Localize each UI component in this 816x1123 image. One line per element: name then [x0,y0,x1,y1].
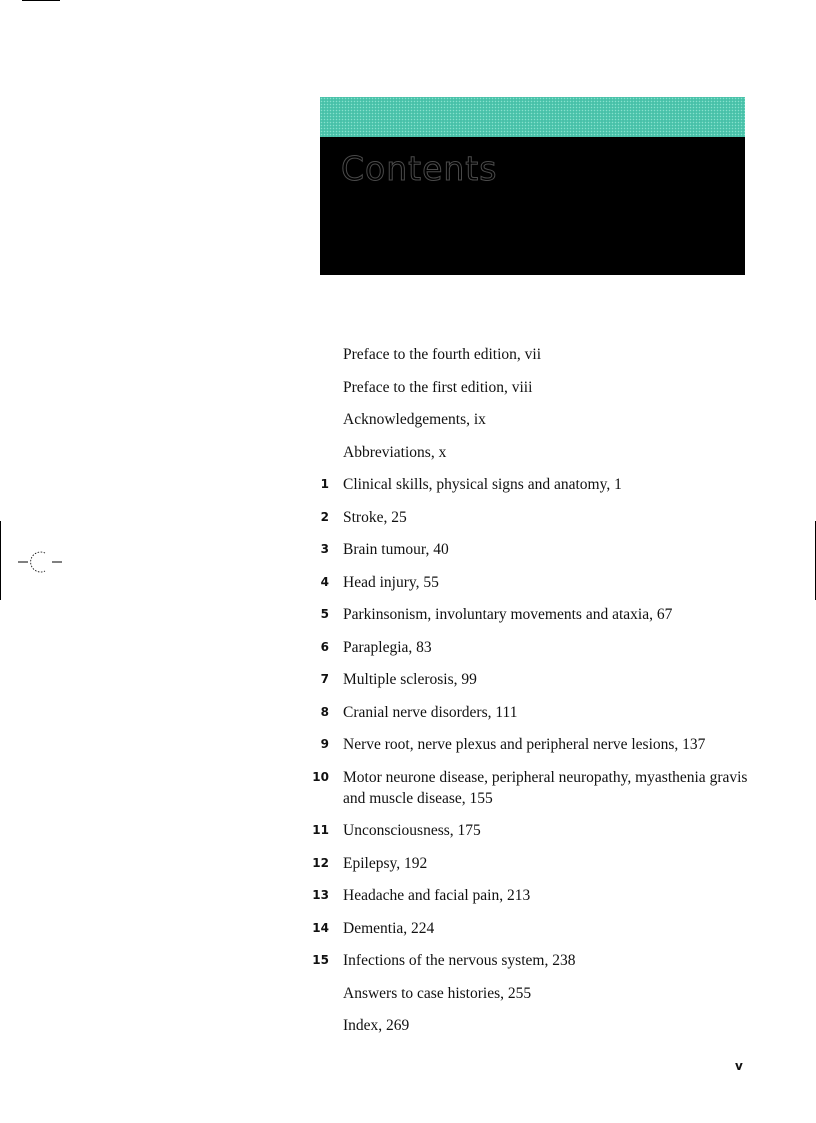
chapter-number: 12 [312,855,329,870]
toc-entry[interactable] [300,474,750,495]
page-number: v [735,1059,743,1073]
toc-entry-text: Clinical skills, physical signs and anatomy, 1 [343,476,622,493]
chapter-number: 1 [320,477,329,491]
chapter-number: 7 [320,672,329,686]
toc-entry[interactable] [300,637,750,658]
toc-entry[interactable] [300,950,750,971]
toc-entry[interactable] [300,442,750,463]
toc-entry[interactable] [300,669,750,690]
chapter-number: 10 [312,769,329,784]
crop-mark-top [22,0,60,1]
toc-entry[interactable] [300,539,750,560]
chapter-number: 3 [320,542,329,556]
toc-entry-text: Epilepsy, 192 [343,854,428,872]
toc-entry-text: Headache and facial pain, 213 [343,887,531,904]
chapter-number: 2 [320,509,329,524]
toc-entry[interactable] [300,377,750,398]
banner-accent-strip [320,97,745,137]
toc-entry-text: Infections of the nervous system, 238 [343,952,576,969]
toc-entry-text: Multiple sclerosis, 99 [343,671,477,688]
toc-entry[interactable] [300,734,750,755]
toc-entry-text: Preface to the first edition, viii [343,378,533,396]
toc-entry[interactable] [300,767,750,809]
toc-entry-text: Parkinsonism, involuntary movements and ataxia, 67 [343,606,673,623]
toc-entry-text: Paraplegia, 83 [343,638,432,656]
toc-entry-text: Acknowledgements, ix [343,411,486,428]
toc-entry[interactable] [300,507,750,528]
toc-entry-text: Index, 269 [343,1017,410,1034]
chapter-number: 15 [312,953,329,967]
toc-entry[interactable] [300,918,750,939]
toc-entry[interactable] [300,409,750,430]
chapter-number: 6 [320,639,329,654]
toc-entry[interactable] [300,820,750,841]
chapter-number: 9 [320,737,329,751]
toc-entry-text: Answers to case histories, 255 [343,984,532,1002]
chapter-number: 4 [320,574,329,589]
toc-entry[interactable] [300,853,750,874]
toc-entry-text: Dementia, 224 [343,919,435,937]
toc-entry-text: Nerve root, nerve plexus and peripheral nerve lesions, 137 [343,736,706,753]
toc-entry-text: Abbreviations, x [343,443,447,461]
chapter-number: 5 [320,607,329,621]
chapter-number: 11 [312,823,329,837]
toc-entry[interactable] [300,604,750,625]
toc-entry-text: Brain tumour, 40 [343,541,449,558]
toc-entry[interactable] [300,344,750,365]
toc-entry-text: Cranial nerve disorders, 111 [343,703,518,721]
toc-entry[interactable] [300,702,750,723]
toc-entry[interactable] [300,1015,750,1036]
toc-entry[interactable] [300,572,750,593]
toc-entry-text: Stroke, 25 [343,508,407,526]
table-of-contents [300,344,750,1048]
chapter-number: 13 [312,888,329,902]
chapter-number: 8 [320,704,329,719]
toc-entry[interactable] [300,885,750,906]
registration-mark-icon [18,550,62,574]
toc-entry-text: Motor neurone disease, peripheral neuropathy, myasthenia gravis and muscle disease, 155 [343,768,748,807]
page-title: Contents [341,149,498,188]
toc-entry-text: Preface to the fourth edition, vii [343,346,541,363]
toc-entry[interactable] [300,983,750,1004]
toc-entry-text: Head injury, 55 [343,573,439,591]
crop-mark-left-edge [0,521,1,600]
chapter-number: 14 [312,920,329,935]
contents-header-banner [320,97,745,275]
toc-entry-text: Unconsciousness, 175 [343,822,481,839]
